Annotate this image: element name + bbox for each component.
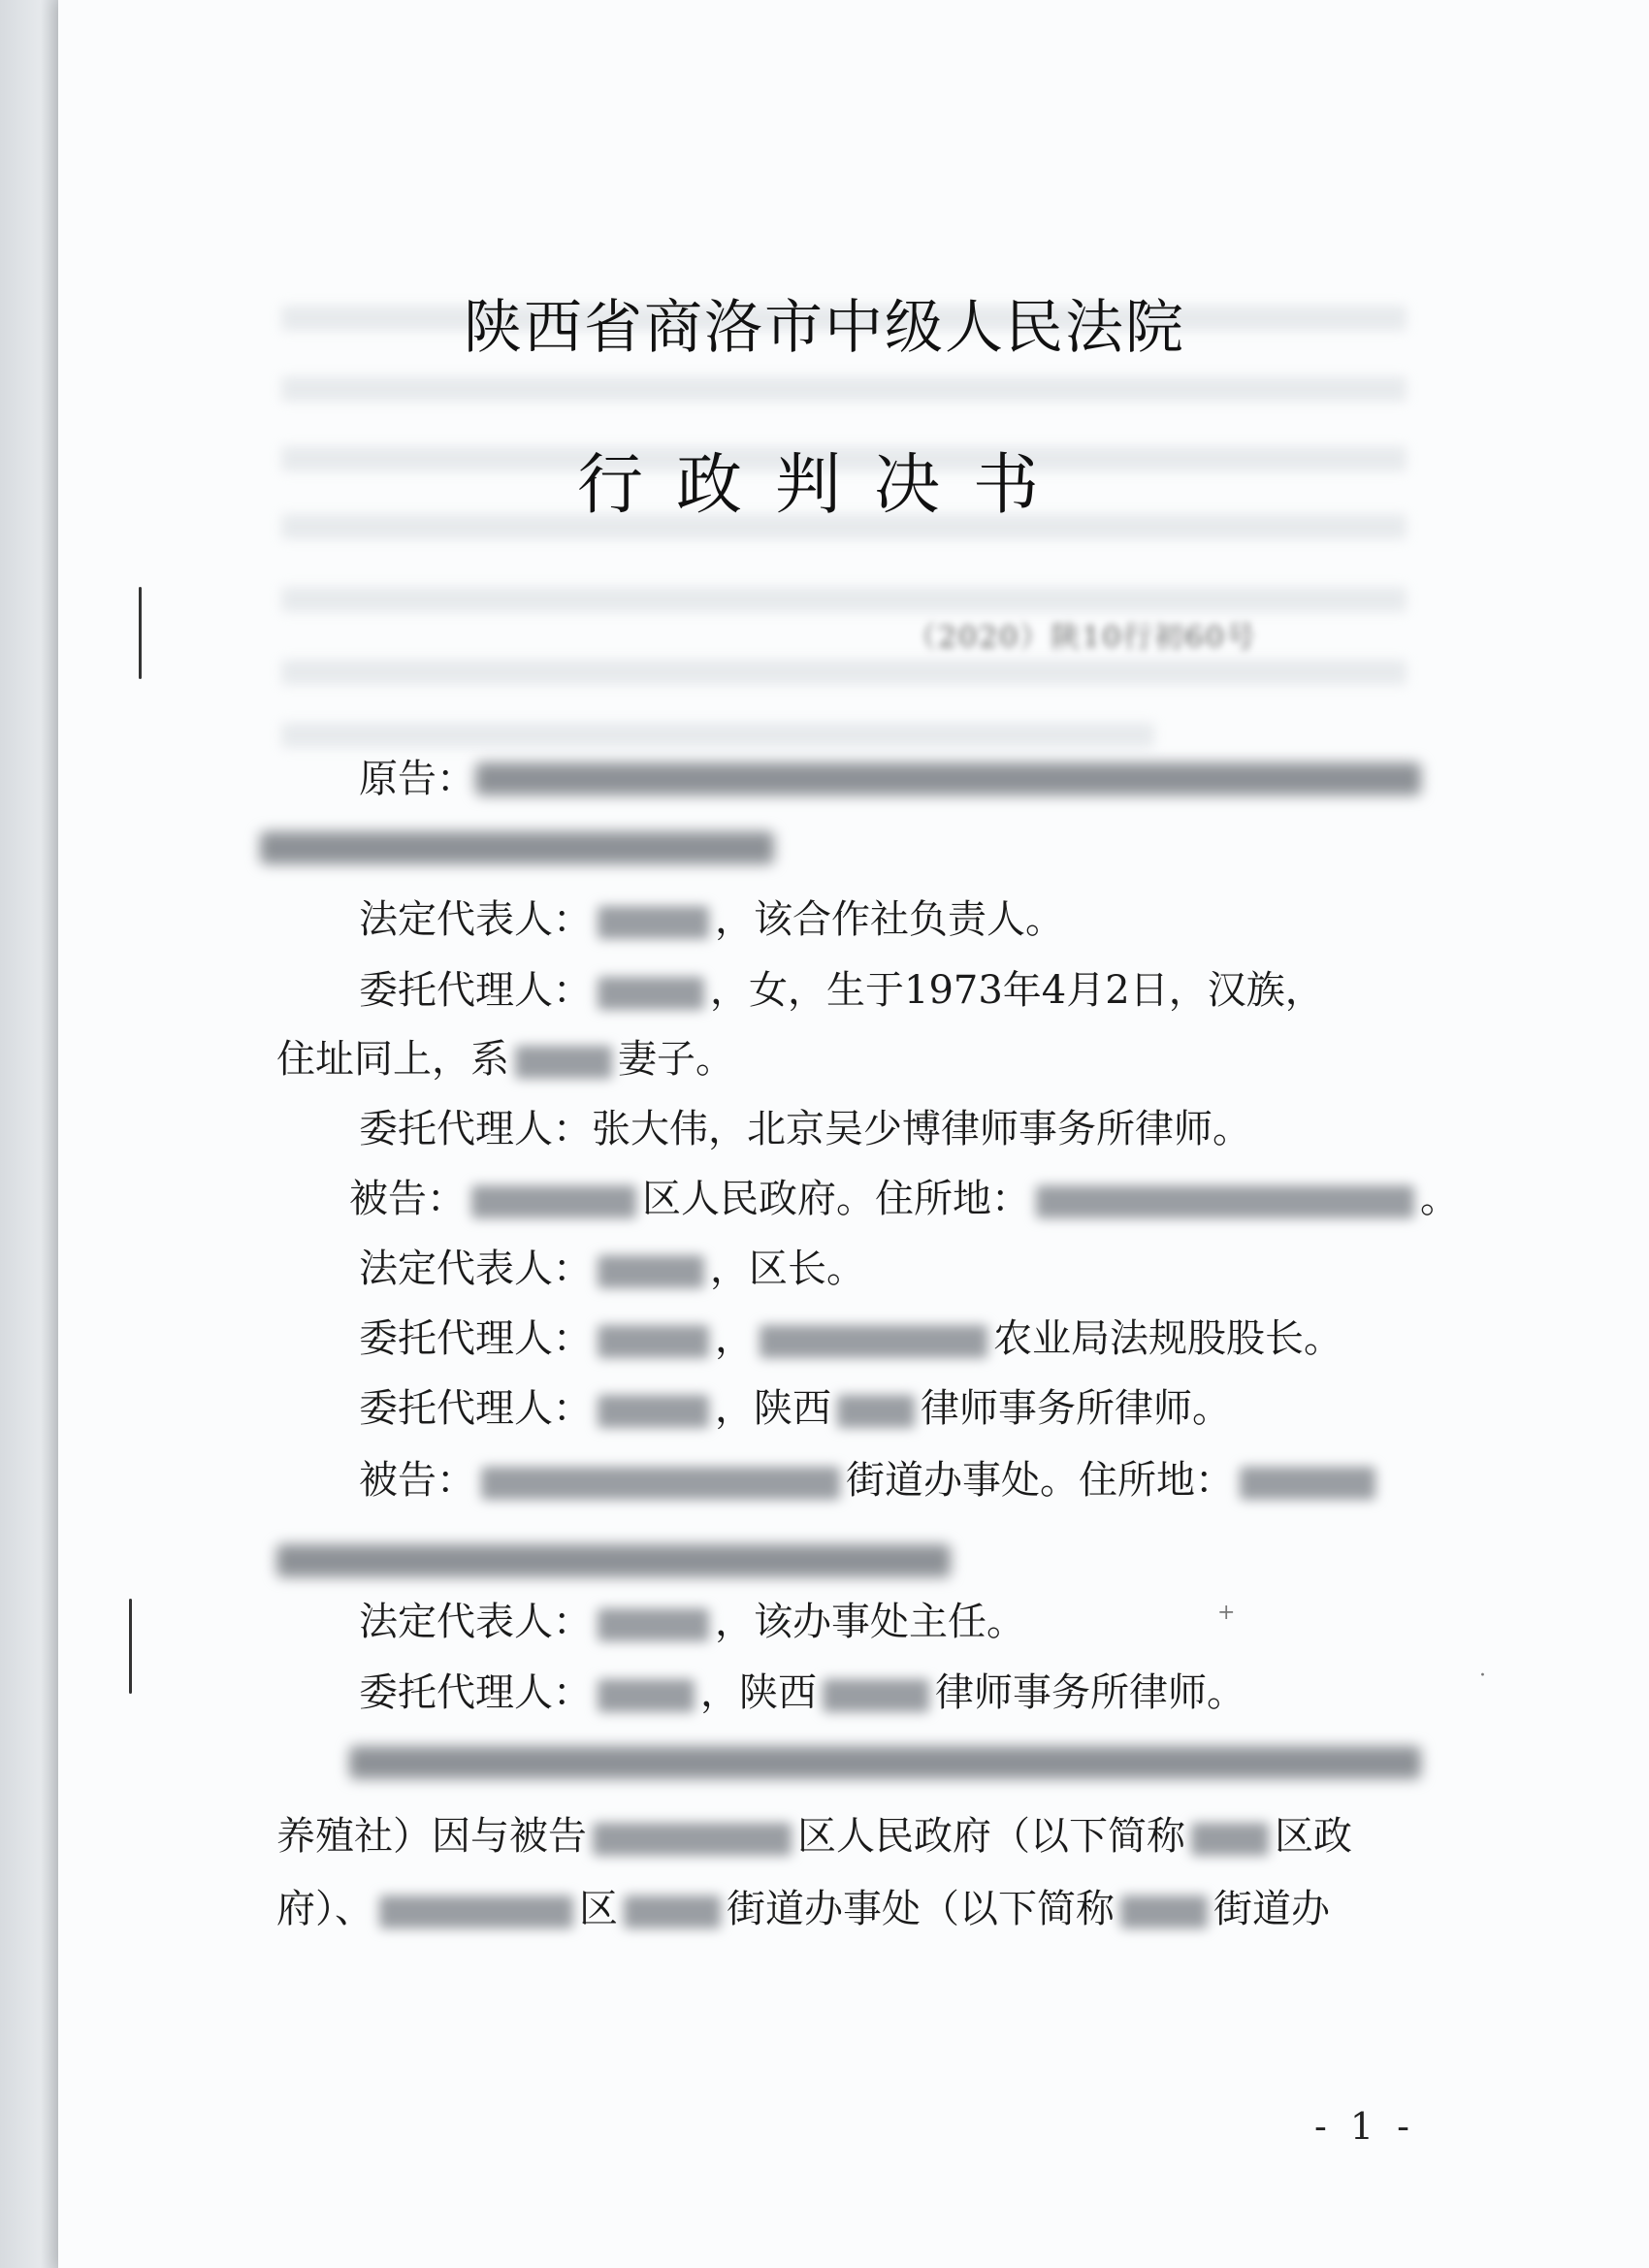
defendant-line-1: 被告： 区人民政府。住所地： 。 — [349, 1177, 1459, 1221]
redacted-address — [1036, 1185, 1414, 1218]
redacted-name — [1120, 1895, 1208, 1928]
bleed-through-text — [281, 723, 1154, 748]
redacted-name — [379, 1895, 573, 1928]
body-line-2: 府）、 区 街道办事处（以下简称 街道办 — [276, 1887, 1330, 1931]
redacted-block — [260, 831, 774, 864]
redacted-name — [598, 1395, 709, 1428]
redacted-org — [823, 1679, 929, 1712]
staple-mark-top — [139, 587, 142, 679]
redacted-org — [760, 1325, 987, 1358]
document-type-title: 行政判决书 — [576, 447, 1072, 524]
body-line-1: 养殖社）因与被告 区人民政府（以下简称 区政 — [276, 1814, 1352, 1859]
staple-mark-bottom — [129, 1599, 132, 1694]
redacted-name — [624, 1895, 721, 1928]
agent-line-3: 委托代理人： ， 农业局法规股股长。 — [359, 1316, 1342, 1361]
redacted-name — [598, 1325, 709, 1358]
redacted-name — [598, 906, 709, 939]
page-number: - 1 - — [1314, 2105, 1416, 2148]
redacted-name — [471, 1185, 636, 1218]
agent-line-5: 委托代理人： ，陕西 律师事务所律师。 — [359, 1670, 1245, 1715]
bleed-through-text — [281, 376, 1406, 402]
redacted-name — [1191, 1823, 1269, 1856]
redacted-block — [276, 1544, 951, 1577]
court-name: 陕西省商洛市中级人民法院 — [464, 294, 1185, 362]
legal-rep-line-3: 法定代表人： ，该办事处主任。 — [359, 1600, 1025, 1644]
agent-line-1: 委托代理人： ，女，生于1973年4月2日，汉族， — [359, 968, 1324, 1013]
redacted-name — [598, 977, 704, 1010]
bleed-through-text — [281, 660, 1406, 685]
redacted-block — [475, 762, 1421, 795]
agent-line-1-cont: 住址同上，系 妻子。 — [276, 1037, 734, 1082]
legal-rep-line-2: 法定代表人： ，区长。 — [359, 1247, 865, 1291]
bleed-through-text — [281, 587, 1406, 612]
redacted-name — [598, 1255, 704, 1288]
plaintiff-line — [359, 752, 475, 806]
redacted-name — [593, 1823, 792, 1856]
redacted-name — [515, 1046, 612, 1079]
redacted-block — [349, 1746, 1421, 1779]
scan-speck: · — [1479, 1664, 1486, 1688]
plaintiff-label: 原告： — [359, 757, 475, 801]
agent-line-4: 委托代理人： ，陕西 律师事务所律师。 — [359, 1386, 1231, 1431]
scan-speck: + — [1217, 1601, 1236, 1625]
redacted-name — [481, 1467, 840, 1500]
redacted-org — [837, 1395, 915, 1428]
case-number-redacted: （2020）陕10行初60号 — [907, 621, 1257, 655]
redacted-address — [1240, 1467, 1375, 1500]
defendant-line-2: 被告： 街道办事处。住所地： — [359, 1453, 1381, 1507]
redacted-name — [598, 1679, 695, 1712]
legal-rep-line-1: 法定代表人： ，该合作社负责人。 — [359, 897, 1064, 942]
agent-line-2: 委托代理人：张大伟，北京吴少博律师事务所律师。 — [359, 1107, 1251, 1151]
redacted-name — [598, 1608, 709, 1641]
